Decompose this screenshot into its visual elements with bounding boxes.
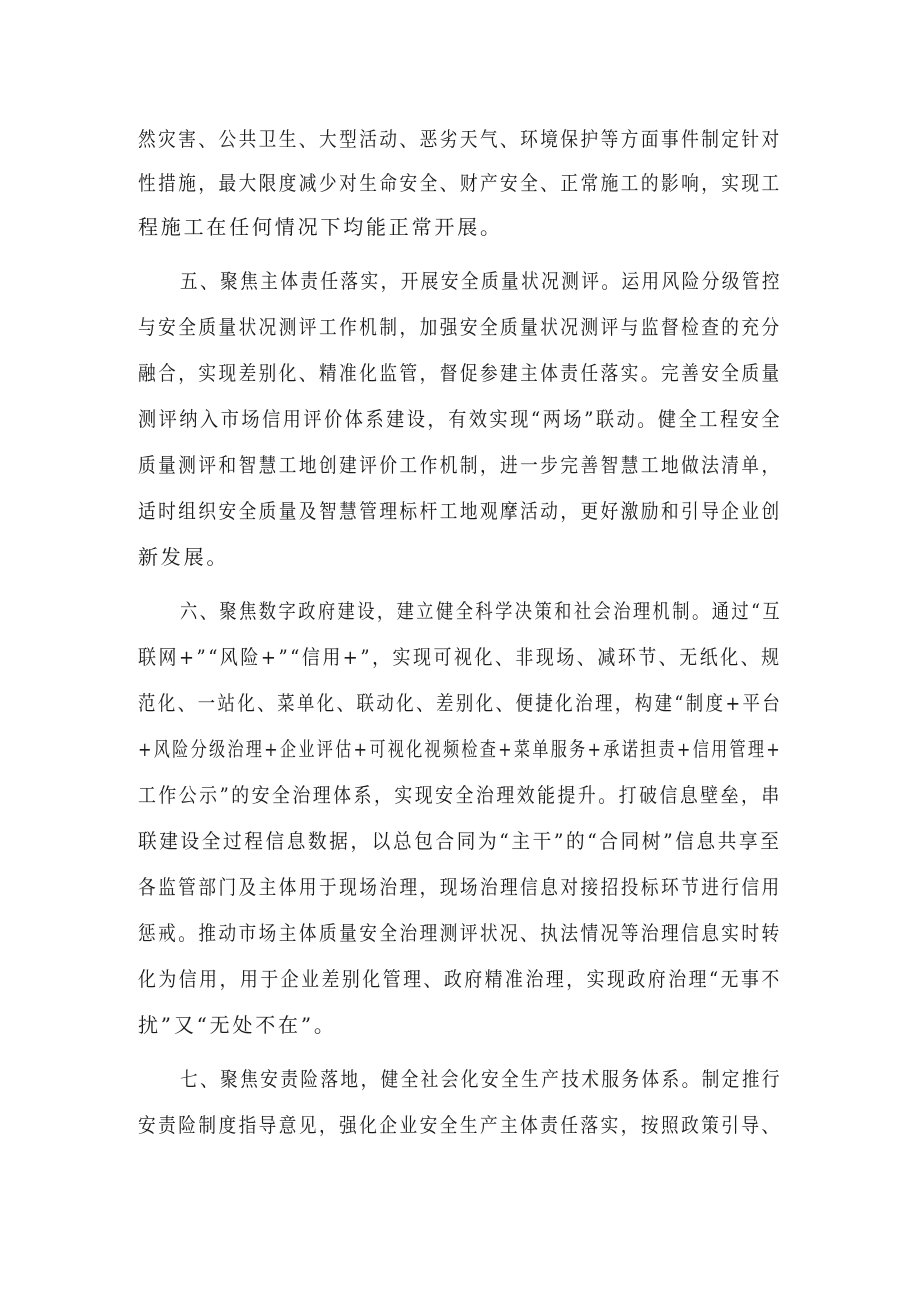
section-5-first-line: 五、聚焦主体责任落实，开展安全质量状况测评。运用风险分级管控 [180,269,782,293]
paragraph-line: 程施工在任何情况下均能正常开展。 [138,215,503,239]
section-7-first-line: 七、聚焦安责险落地，健全社会化安全生产技术服务体系。制定推行 [180,1067,782,1091]
paragraph-line: 化为信用，用于企业差别化管理、政府精准治理，实现政府治理“无事不 [138,967,782,991]
paragraph-line: 工作公示”的安全治理体系，实现安全治理效能提升。打破信息壁垒，串 [138,783,782,807]
paragraph-line: 性措施，最大限度减少对生命安全、财产安全、正常施工的影响，实现工 [138,171,782,195]
paragraph-line: 联网+”“风险+”“信用+”，实现可视化、非现场、减环节、无纸化、规 [138,645,782,669]
paragraph-line: 各监管部门及主体用于现场治理，现场治理信息对接招投标环节进行信用 [138,875,782,899]
paragraph-line: 融合，实现差别化、精准化监管，督促参建主体责任落实。完善安全质量 [138,361,782,385]
paragraph-line: 然灾害、公共卫生、大型活动、恶劣天气、环境保护等方面事件制定针对 [138,127,782,151]
paragraph-line: 范化、一站化、菜单化、联动化、差别化、便捷化治理，构建“制度+平台 [138,691,783,715]
paragraph-line: 安责险制度指导意见，强化企业安全生产主体责任落实，按照政策引导、 [138,1113,782,1137]
paragraph-line: 适时组织安全质量及智慧管理标杆工地观摩活动，更好激励和引导企业创 [138,499,782,523]
paragraph-line: 联建设全过程信息数据，以总包合同为“主干”的“合同树”信息共享至 [138,829,782,853]
section-6-first-line: 六、聚焦数字政府建设，建立健全科学决策和社会治理机制。通过“互 [180,599,783,623]
paragraph-line: +风险分级治理+企业评估+可视化视频检查+菜单服务+承诺担责+信用管理+ [138,737,783,761]
paragraph-line: 新发展。 [138,545,230,569]
paragraph-line: 惩戒。推动市场主体质量安全治理测评状况、执法情况等治理信息实时转 [138,921,782,945]
paragraph-line: 测评纳入市场信用评价体系建设，有效实现“两场”联动。健全工程安全 [138,407,783,431]
paragraph-line: 扰”又“无处不在”。 [138,1013,337,1037]
paragraph-line: 质量测评和智慧工地创建评价工作机制，进一步完善智慧工地做法清单， [138,453,782,477]
paragraph-line: 与安全质量状况测评工作机制，加强安全质量状况测评与监督检查的充分 [138,315,782,339]
